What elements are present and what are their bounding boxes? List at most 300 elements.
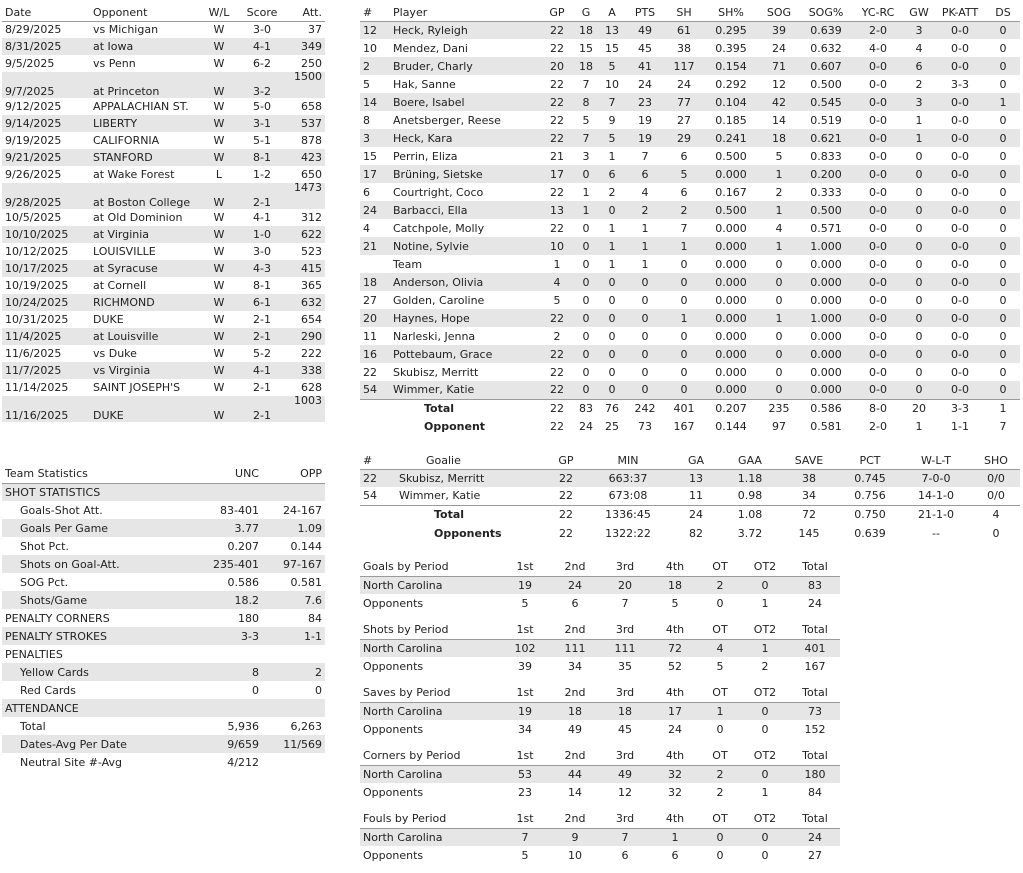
player-stat: 0-0	[852, 57, 904, 75]
game-date: 10/31/2025	[5, 313, 69, 326]
player-stat: 4	[775, 221, 783, 235]
schedule-row[interactable]	[2, 345, 325, 362]
player-stat: 4	[363, 221, 370, 235]
game-score: 1-0	[238, 226, 286, 243]
period-row	[360, 720, 840, 738]
period-value: 1	[700, 702, 740, 720]
schedule-row[interactable]	[2, 21, 325, 38]
player-stat: 0-0	[951, 221, 969, 235]
player-row[interactable]	[360, 345, 1020, 363]
game-attendance: 415	[286, 260, 325, 277]
game-result: W	[200, 226, 238, 243]
game-result: W	[200, 38, 238, 55]
team-stat-label: ATTENDANCE	[2, 699, 192, 717]
schedule-row[interactable]	[2, 294, 325, 311]
player-stat: 22	[540, 129, 574, 147]
period-row	[360, 639, 840, 657]
total-stat: 0.750	[840, 505, 900, 524]
game-opponent: at Louisville	[90, 328, 200, 345]
game-opponent: DUKE	[90, 396, 200, 422]
player-stat: 0	[999, 113, 1007, 127]
player-stat: 0	[758, 381, 800, 399]
player-row[interactable]	[360, 129, 1020, 147]
player-stat: 0-0	[852, 345, 904, 363]
period-col: 4th	[650, 558, 700, 576]
player-row[interactable]	[360, 183, 1020, 201]
player-stat: 0	[904, 345, 934, 363]
team-stat-unc: 83-401	[220, 503, 259, 517]
team-stat-label: PENALTY CORNERS	[5, 611, 110, 625]
period-col: Total	[790, 747, 840, 765]
team-stat-unc	[192, 645, 262, 663]
player-stat: 0.241	[704, 129, 758, 147]
players-col-8[interactable]: SOG	[758, 4, 800, 21]
period-col: 4th	[650, 684, 700, 702]
period-value: 9	[550, 828, 600, 846]
player-stat: 0-0	[869, 113, 887, 127]
period-col: 3rd	[600, 621, 650, 639]
player-stat: 0-0	[852, 273, 904, 291]
total-stat: 1-1	[951, 419, 969, 433]
total-stat: 1	[915, 419, 923, 433]
player-stat: 17	[540, 165, 574, 183]
goalie-stat: 0/0	[987, 489, 1005, 503]
team-stat-row	[2, 501, 325, 519]
player-stat: 0-0	[869, 185, 887, 199]
player-stat: 20	[540, 57, 574, 75]
game-attendance: 658	[301, 99, 322, 113]
player-stat: 13	[598, 21, 626, 39]
player-row[interactable]	[360, 111, 1020, 129]
total-stat	[360, 399, 390, 417]
player-stat: 10	[363, 41, 377, 55]
schedule-row[interactable]	[2, 38, 325, 55]
game-result: W	[213, 23, 225, 37]
team-stat-row	[2, 573, 325, 591]
player-row[interactable]	[360, 201, 1020, 219]
period-table	[360, 810, 840, 864]
player-stat: 61	[664, 21, 704, 39]
goalie-stat: 22	[546, 469, 586, 487]
player-stat: 1.000	[800, 237, 852, 255]
player-stat: 0-0	[852, 309, 904, 327]
total-stat: 22	[546, 505, 586, 524]
player-stat: 10	[605, 77, 619, 91]
player-stat: 0.154	[704, 57, 758, 75]
schedule-row[interactable]	[2, 209, 325, 226]
player-stat: 2	[360, 57, 390, 75]
player-stat: 0	[641, 329, 649, 343]
player-stat: 0.545	[800, 93, 852, 111]
schedule-row[interactable]	[2, 328, 325, 345]
player-stat: 0	[904, 273, 934, 291]
game-date: 10/19/2025	[5, 279, 69, 292]
total-stat: 83	[574, 399, 598, 417]
schedule-table	[2, 4, 325, 422]
player-stat: 0-0	[951, 41, 969, 55]
game-date: 9/28/2025	[2, 183, 90, 209]
total-stat: 8-0	[852, 399, 904, 417]
player-stat: 0.833	[810, 149, 842, 163]
game-opponent: APPALACHIAN ST.	[93, 100, 189, 113]
period-row	[360, 594, 840, 612]
player-stat: 0.621	[800, 129, 852, 147]
game-attendance: 312	[301, 210, 322, 224]
player-row[interactable]	[360, 39, 1020, 57]
period-col: 1st	[500, 747, 550, 765]
period-table	[360, 558, 840, 612]
goalie-stat: 13	[670, 469, 722, 487]
goalie-stat: 22	[360, 469, 396, 487]
player-stat: 0-0	[951, 329, 969, 343]
player-stat: 10	[540, 237, 574, 255]
goalies-col-6[interactable]: SAVE	[778, 452, 840, 469]
total-stat: 76	[598, 399, 626, 417]
game-date: 10/24/2025	[2, 294, 90, 311]
player-stat: 0.000	[704, 165, 758, 183]
goalie-stat: 11	[689, 489, 703, 503]
player-stat: 0	[915, 149, 923, 163]
goalies-col-0[interactable]: #	[360, 452, 396, 469]
game-opponent: LIBERTY	[90, 115, 200, 132]
period-col: 2nd	[550, 684, 600, 702]
player-stat: 0-0	[852, 201, 904, 219]
player-stat: 3	[360, 129, 390, 147]
team-stat-label: Shots/Game	[2, 591, 192, 609]
total-stat: 0.207	[704, 399, 758, 417]
team-stat-label: Goals-Shot Att.	[20, 503, 103, 517]
schedule-row[interactable]	[2, 183, 325, 209]
total-stat: 1.08	[722, 505, 778, 524]
player-row[interactable]	[360, 363, 1020, 381]
player-stat: 0	[582, 365, 590, 379]
player-stat: 2	[775, 185, 783, 199]
period-value: 34	[568, 659, 582, 673]
players-col-9[interactable]: SOG%	[800, 4, 852, 21]
team-stat-row	[2, 555, 325, 573]
goalie-row[interactable]	[360, 487, 1020, 505]
period-row	[360, 828, 840, 846]
game-score: 2-1	[253, 381, 271, 394]
total-stat: 25	[605, 419, 619, 433]
period-value: 32	[650, 765, 700, 783]
col-att[interactable]: Att.	[286, 4, 325, 21]
player-row[interactable]	[360, 75, 1020, 93]
goalies-col-9[interactable]: SHO	[972, 452, 1020, 469]
total-stat: 2-0	[869, 419, 887, 433]
player-row[interactable]	[360, 381, 1020, 399]
goalies-col-8[interactable]: W-L-T	[900, 452, 972, 469]
player-stat: 0-0	[951, 365, 969, 379]
player-stat: 22	[363, 365, 377, 379]
period-value: 24	[808, 596, 822, 610]
period-value: 2	[700, 765, 740, 783]
schedule-row[interactable]	[2, 277, 325, 294]
player-stat: 1	[986, 93, 1020, 111]
player-stat: 117	[664, 57, 704, 75]
team-stat-label: PENALTIES	[5, 647, 63, 661]
players-col-2[interactable]: GP	[540, 4, 574, 21]
goalie-stat: 54	[363, 489, 377, 503]
period-col: OT2	[740, 810, 790, 828]
goalies-col-4[interactable]: GA	[670, 452, 722, 469]
schedule-row[interactable]	[2, 311, 325, 328]
period-team: Opponents	[363, 848, 424, 862]
period-col: OT2	[740, 621, 790, 639]
player-stat: 1.000	[800, 309, 852, 327]
period-value: 0	[716, 848, 724, 862]
period-value: 0	[700, 828, 740, 846]
goalie-stat: 663:37	[586, 469, 670, 487]
game-opponent: vs Duke	[93, 347, 137, 360]
player-row[interactable]	[360, 309, 1020, 327]
player-row[interactable]	[360, 237, 1020, 255]
col-opponent[interactable]: Opponent	[90, 4, 200, 21]
player-stat: 22	[540, 93, 574, 111]
player-stat: 4-0	[869, 41, 887, 55]
goalie-stat: 34	[802, 489, 816, 503]
col-wl[interactable]: W/L	[200, 4, 238, 21]
player-stat: 0.333	[810, 185, 842, 199]
player-stat: 0.000	[715, 221, 747, 235]
player-stat: 21	[360, 237, 390, 255]
game-score: 4-3	[238, 260, 286, 277]
player-stat: 5	[664, 165, 704, 183]
goalies-col-5[interactable]: GAA	[722, 452, 778, 469]
game-attendance: 878	[301, 133, 322, 147]
game-attendance: 338	[286, 362, 325, 379]
period-value: 2	[700, 576, 740, 594]
player-name: Brüning, Sietske	[390, 165, 540, 183]
player-stat: 0-0	[869, 365, 887, 379]
player-stat: 0-0	[852, 93, 904, 111]
col-opp: OPP	[262, 465, 325, 483]
goalies-col-7[interactable]: PCT	[840, 452, 900, 469]
total-stat: 7	[999, 419, 1007, 433]
player-stat: 0	[626, 345, 664, 363]
team-stat-row	[2, 519, 325, 537]
player-stat: 0-0	[934, 381, 986, 399]
player-stat: 18	[574, 21, 598, 39]
game-attendance: 290	[286, 328, 325, 345]
game-attendance: 632	[286, 294, 325, 311]
period-value: 111	[600, 639, 650, 657]
players-col-0[interactable]: #	[360, 4, 390, 21]
player-stat: 18	[758, 129, 800, 147]
player-stat: 0-0	[934, 165, 986, 183]
team-stat-unc: 18.2	[192, 591, 262, 609]
period-team: North Carolina	[360, 702, 500, 720]
players-col-6[interactable]: SH	[664, 4, 704, 21]
player-stat: 0.000	[810, 329, 842, 343]
player-stat: 0	[608, 293, 616, 307]
player-row[interactable]	[360, 327, 1020, 345]
game-date: 10/17/2025	[2, 260, 90, 277]
schedule-row[interactable]	[2, 362, 325, 379]
game-attendance: 349	[286, 38, 325, 55]
total-stat: 1	[986, 399, 1020, 417]
schedule-row[interactable]	[2, 149, 325, 166]
player-stat: 0.000	[715, 365, 747, 379]
player-stat: 42	[758, 93, 800, 111]
player-name: Heck, Ryleigh	[390, 21, 540, 39]
players-col-4[interactable]: A	[598, 4, 626, 21]
schedule-row[interactable]	[2, 396, 325, 422]
player-stat: 0-0	[934, 57, 986, 75]
team-stat-opp: 2	[262, 663, 325, 681]
team-stat-row	[2, 591, 325, 609]
period-value: 53	[500, 765, 550, 783]
game-attendance: 1473	[286, 183, 325, 209]
player-row[interactable]	[360, 21, 1020, 39]
game-attendance: 1500	[286, 72, 325, 98]
period-col: 1st	[500, 558, 550, 576]
player-stat: 1	[904, 129, 934, 147]
player-stat: 0	[986, 129, 1020, 147]
game-date: 9/5/2025	[5, 57, 55, 70]
players-section	[360, 4, 1020, 435]
goalies-col-1[interactable]: Goalie	[396, 452, 546, 469]
team-stat-row	[2, 663, 325, 681]
player-name: Narleski, Jenna	[393, 329, 476, 343]
game-result: W	[213, 57, 225, 70]
player-row[interactable]	[360, 219, 1020, 237]
period-value: 32	[668, 785, 682, 799]
player-stat: 0-0	[852, 381, 904, 399]
period-value: 27	[808, 848, 822, 862]
schedule-row[interactable]	[2, 115, 325, 132]
players-col-3[interactable]: G	[574, 4, 598, 21]
period-team: North Carolina	[360, 828, 500, 846]
players-col-11[interactable]: GW	[904, 4, 934, 21]
total-stat: 22	[550, 419, 564, 433]
period-team: Opponents	[363, 785, 424, 799]
player-stat: 0.000	[704, 381, 758, 399]
player-stat: 0.500	[715, 149, 747, 163]
period-col: Total	[790, 810, 840, 828]
players-col-10[interactable]: YC-RC	[852, 4, 904, 21]
player-row[interactable]	[360, 165, 1020, 183]
player-row[interactable]	[360, 93, 1020, 111]
goalies-col-3[interactable]: MIN	[586, 452, 670, 469]
player-row[interactable]	[360, 147, 1020, 165]
period-col: 1st	[500, 621, 550, 639]
player-stat: 7	[582, 77, 590, 91]
player-stat: 1	[553, 257, 561, 271]
team-stat-opp: 6,263	[290, 719, 322, 733]
player-stat: 24	[772, 41, 786, 55]
player-stat: 22	[550, 41, 564, 55]
team-stat-row	[2, 627, 325, 645]
game-date: 9/19/2025	[5, 134, 62, 147]
team-stats-table	[2, 465, 325, 771]
player-stat: 0.000	[704, 309, 758, 327]
player-stat: 0	[775, 257, 783, 271]
schedule-row[interactable]	[2, 72, 325, 98]
player-stat: 24	[360, 201, 390, 219]
players-col-12[interactable]: PK-ATT	[934, 4, 986, 21]
player-stat: 0	[608, 365, 616, 379]
player-stat: 0	[915, 221, 923, 235]
player-stat: 2	[553, 329, 561, 343]
schedule-row[interactable]	[2, 379, 325, 396]
players-col-5[interactable]: PTS	[626, 4, 664, 21]
player-row[interactable]	[360, 273, 1020, 291]
game-result: W	[200, 115, 238, 132]
player-stat: 5	[553, 293, 561, 307]
game-score: 4-1	[238, 362, 286, 379]
player-stat: 9	[608, 113, 616, 127]
player-stat: 6	[598, 165, 626, 183]
player-stat: 0	[986, 21, 1020, 39]
team-stat-row	[2, 717, 325, 735]
game-score: 3-0	[253, 23, 271, 37]
col-score[interactable]: Score	[238, 4, 286, 21]
player-stat: 17	[360, 165, 390, 183]
players-col-13[interactable]: DS	[986, 4, 1020, 21]
game-score: 5-0	[253, 100, 271, 113]
total-label: Total	[390, 399, 540, 417]
players-col-7[interactable]: SH%	[704, 4, 758, 21]
team-stat-unc	[192, 699, 262, 717]
period-col: 2nd	[550, 810, 600, 828]
schedule-row[interactable]	[2, 260, 325, 277]
player-stat: 0	[582, 257, 590, 271]
player-stat: 0	[915, 365, 923, 379]
team-stat-row	[2, 753, 325, 771]
team-stat-unc: 8	[192, 663, 262, 681]
schedule-row[interactable]	[2, 166, 325, 183]
col-date[interactable]: Date	[2, 4, 90, 21]
player-stat: 1	[664, 237, 704, 255]
team-stat-label: SHOT STATISTICS	[2, 483, 192, 501]
game-opponent: vs Penn	[93, 57, 136, 70]
period-col: 3rd	[600, 810, 650, 828]
schedule-row[interactable]	[2, 226, 325, 243]
player-stat: 0-0	[951, 257, 969, 271]
team-stat-opp: 1.09	[262, 519, 325, 537]
schedule-row[interactable]	[2, 55, 325, 72]
game-attendance: 365	[301, 278, 322, 292]
player-row[interactable]	[360, 291, 1020, 309]
player-row[interactable]	[360, 57, 1020, 75]
player-stat: 3	[904, 93, 934, 111]
goalies-col-2[interactable]: GP	[546, 452, 586, 469]
player-stat: 0.000	[800, 381, 852, 399]
team-stat-row	[2, 483, 325, 501]
schedule-row[interactable]	[2, 243, 325, 260]
goalie-row[interactable]	[360, 469, 1020, 487]
team-stat-opp	[262, 699, 325, 717]
player-stat: 14	[360, 93, 390, 111]
period-value: 39	[518, 659, 532, 673]
player-stat: 0	[915, 293, 923, 307]
player-stat: 0	[986, 345, 1020, 363]
player-stat: 0	[999, 257, 1007, 271]
schedule-row[interactable]	[2, 132, 325, 149]
period-row	[360, 702, 840, 720]
player-stat: 0.000	[704, 237, 758, 255]
player-stat: 23	[626, 93, 664, 111]
players-col-1[interactable]: Player	[390, 4, 540, 21]
schedule-row[interactable]	[2, 98, 325, 115]
player-stat: 0	[904, 201, 934, 219]
game-score: 1-2	[253, 168, 271, 181]
player-row[interactable]	[360, 255, 1020, 273]
total-stat: 242	[626, 399, 664, 417]
total-stat: 0.581	[810, 419, 842, 433]
game-date: 8/31/2025	[2, 38, 90, 55]
